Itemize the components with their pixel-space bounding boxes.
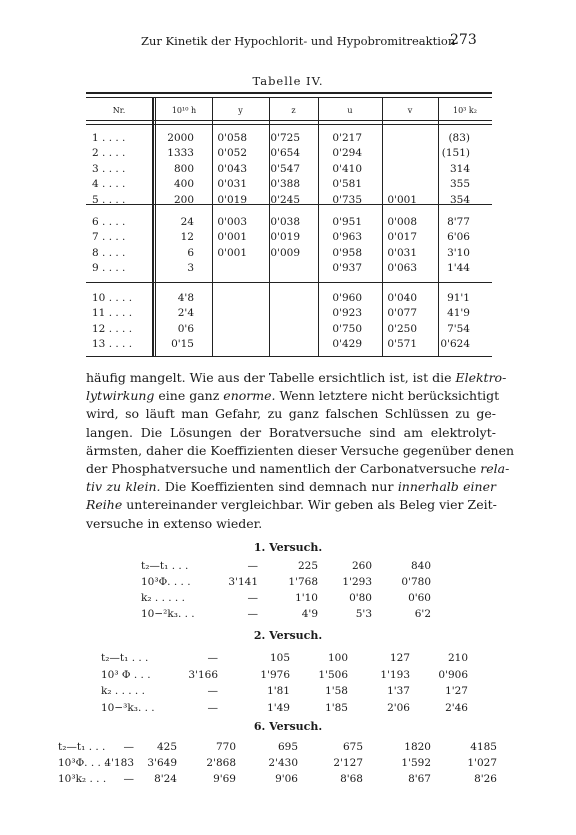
table-header-rule-thin bbox=[86, 124, 492, 125]
experiment-row-label: t₂—t₁ . . . bbox=[141, 560, 189, 572]
table-cell: 6'06 bbox=[447, 231, 470, 244]
row-number: 5 . . . . bbox=[92, 193, 126, 206]
column-header: Nr. bbox=[112, 106, 126, 115]
table-cell: 0'960 bbox=[332, 292, 362, 304]
text-run: Wenn letztere nicht berücksichtigt bbox=[275, 388, 500, 404]
experiment-row-label: k₂ . . . . . bbox=[101, 685, 145, 697]
table-cell: 0'019 bbox=[270, 231, 300, 244]
text-run: untereinander vergleichbar. Wir geben als Beleg vier Zeit- bbox=[122, 497, 497, 513]
text-run: versuche in extenso wieder. bbox=[86, 515, 263, 531]
table-cell: 12 bbox=[180, 231, 194, 244]
experiment-row-label: 10−²k₃. . . bbox=[141, 608, 195, 620]
experiment-value: 1'768 bbox=[288, 576, 318, 588]
column-header: z bbox=[291, 106, 296, 115]
experiment-value: 1'976 bbox=[260, 668, 290, 681]
experiment-value: 4185 bbox=[470, 741, 497, 753]
experiment-row-label: 10³Φ. . . . bbox=[58, 757, 108, 769]
experiment-value: 5'3 bbox=[355, 608, 372, 620]
experiment-value: 3'166 bbox=[188, 668, 218, 681]
table-cell: 0'009 bbox=[270, 246, 300, 259]
experiment-value: 4'9 bbox=[301, 608, 318, 620]
experiment-value: 695 bbox=[277, 741, 298, 753]
table-cell: 0'001 bbox=[217, 231, 247, 244]
experiment-value: 0'780 bbox=[401, 576, 431, 588]
table-cell: 0'038 bbox=[270, 216, 300, 228]
experiment-value: 105 bbox=[269, 652, 290, 664]
table-cell: 0'388 bbox=[270, 178, 300, 191]
experiment-value: 225 bbox=[297, 560, 318, 572]
table-cell: 1'44 bbox=[447, 262, 470, 275]
experiment-value: 0'80 bbox=[349, 592, 372, 604]
table-cell: 0'043 bbox=[217, 162, 247, 175]
column-rule bbox=[438, 98, 439, 356]
experiment-row-label: 10³ Φ . . . bbox=[101, 668, 151, 681]
column-header: 10³ k₂ bbox=[453, 106, 477, 115]
experiment-row-label: 10³Φ. . . . bbox=[141, 576, 191, 588]
emphasis-text: Reihe bbox=[86, 497, 123, 513]
column-header: y bbox=[238, 106, 243, 115]
experiment-value: 3'141 bbox=[228, 576, 258, 588]
table-top-rule-thin bbox=[86, 97, 492, 98]
row-number: 12 . . . . bbox=[92, 322, 133, 335]
experiment-value: 1'49 bbox=[267, 701, 290, 714]
emphasis-text: lytwirkung bbox=[86, 388, 155, 404]
table-cell: 0'15 bbox=[171, 338, 194, 351]
table-cell: 24 bbox=[180, 216, 194, 228]
table-cell: 2'4 bbox=[177, 307, 194, 320]
table-cell: 91'1 bbox=[447, 292, 470, 304]
table-cell: (151) bbox=[441, 147, 470, 160]
emphasis-text: enorme. bbox=[223, 388, 276, 404]
paragraph-line bbox=[86, 478, 496, 496]
experiment-value: 100 bbox=[327, 652, 348, 664]
experiment-value: 127 bbox=[389, 652, 410, 664]
row-number: 7 . . . . bbox=[92, 231, 126, 244]
row-number: 10 . . . . bbox=[92, 292, 133, 304]
experiment-value: — bbox=[247, 560, 258, 572]
page-number: 273 bbox=[450, 32, 477, 48]
experiment-value: 2'430 bbox=[268, 757, 298, 769]
table-cell: 0'040 bbox=[387, 292, 417, 304]
experiment-row-label: k₂ . . . . . bbox=[141, 592, 185, 604]
table-cell: 400 bbox=[173, 178, 194, 191]
table-bottom-rule bbox=[86, 356, 492, 357]
column-rule bbox=[212, 98, 213, 356]
table-cell: 0'735 bbox=[332, 193, 362, 206]
table-cell: 0'017 bbox=[387, 231, 417, 244]
table-cell: 0'003 bbox=[217, 216, 247, 228]
table-cell: 8'77 bbox=[447, 216, 470, 228]
experiment-title: 1. Versuch. bbox=[253, 541, 323, 554]
column-rule bbox=[155, 98, 156, 356]
experiment-value: 4'183 bbox=[104, 757, 134, 769]
experiment-value: 210 bbox=[447, 652, 468, 664]
table-cell: 0'624 bbox=[440, 338, 470, 351]
table-cell: 0'294 bbox=[332, 147, 362, 160]
experiment-value: 1'27 bbox=[445, 685, 468, 697]
paragraph-line bbox=[86, 369, 507, 387]
table-cell: 0'923 bbox=[332, 307, 362, 320]
table-cell: 0'571 bbox=[387, 338, 417, 351]
table-cell: 0'001 bbox=[217, 246, 247, 259]
column-header: u bbox=[347, 106, 353, 115]
table-top-rule bbox=[86, 92, 492, 94]
experiment-row-label: 10−³k₃. . . bbox=[101, 701, 155, 714]
experiment-value: 1'85 bbox=[325, 701, 348, 714]
data-table bbox=[86, 92, 492, 357]
table-cell: 0'031 bbox=[217, 178, 247, 191]
experiment-value: 1'592 bbox=[401, 757, 431, 769]
body-paragraph bbox=[86, 369, 515, 533]
experiment-value: 1'293 bbox=[342, 576, 372, 588]
experiment-value: 2'06 bbox=[387, 701, 410, 714]
table-cell: 0'031 bbox=[387, 246, 417, 259]
paragraph-line bbox=[86, 496, 496, 514]
experiment-value: — bbox=[207, 701, 218, 714]
column-rule bbox=[152, 98, 154, 356]
running-title: Zur Kinetik der Hypochlorit- und Hypobromitreaktion bbox=[141, 34, 456, 48]
table-cell: 4'8 bbox=[177, 292, 194, 304]
experiment-value: 6'2 bbox=[414, 608, 431, 620]
table-cell: 1333 bbox=[167, 147, 194, 160]
experiment-value: 260 bbox=[351, 560, 372, 572]
table-cell: 0'019 bbox=[217, 193, 247, 206]
text-run: häufig mangelt. Wie aus der Tabelle ersichtlich ist, ist die bbox=[86, 370, 456, 385]
experiment-value: — bbox=[123, 741, 134, 753]
row-number: 13 . . . . bbox=[92, 338, 133, 351]
table-cell: 0'052 bbox=[217, 147, 247, 160]
experiment-value: 1'193 bbox=[380, 668, 410, 681]
paragraph-line bbox=[86, 405, 496, 423]
experiment-value: 425 bbox=[156, 741, 177, 753]
experiment-value: 1'37 bbox=[387, 685, 410, 697]
experiment-value: — bbox=[247, 592, 258, 604]
paragraph-line bbox=[86, 515, 496, 533]
table-cell: 0'008 bbox=[387, 216, 417, 228]
text-run: ärmsten, daher die Koeffizienten dieser Versuche gegenüber denen bbox=[86, 442, 515, 458]
experiment-value: 1'58 bbox=[325, 685, 348, 697]
text-run: der Phosphatversuche und namentlich der Carbonatversuche bbox=[86, 460, 481, 476]
table-cell: 0'058 bbox=[217, 132, 247, 144]
emphasis-text: tiv zu klein. bbox=[86, 479, 161, 495]
experiment-value: 8'67 bbox=[408, 773, 431, 785]
row-number: 8 . . . . bbox=[92, 246, 126, 259]
row-number: 3 . . . . bbox=[92, 162, 126, 175]
group-divider bbox=[86, 282, 492, 283]
row-number: 6 . . . . bbox=[92, 216, 126, 228]
experiment-title: 6. Versuch. bbox=[253, 720, 323, 733]
text-run: langen. Die Lösungen der Boratversuche sind am elektrolyt- bbox=[86, 424, 496, 440]
experiment-value: 1820 bbox=[404, 741, 431, 753]
paragraph-line bbox=[86, 460, 510, 478]
paragraph-line bbox=[86, 387, 500, 405]
row-number: 1 . . . . bbox=[92, 132, 126, 144]
experiment-value: 9'69 bbox=[213, 773, 236, 785]
row-number: 4 . . . . bbox=[92, 178, 126, 191]
table-cell: 3 bbox=[187, 262, 194, 275]
text-run: eine ganz bbox=[154, 388, 224, 404]
text-run: wird, so läuft man Gefahr, zu ganz falschen Schlüssen zu ge- bbox=[86, 406, 496, 422]
column-header: v bbox=[407, 106, 413, 115]
table-cell: 314 bbox=[449, 162, 470, 175]
table-cell: 41'9 bbox=[447, 307, 470, 320]
experiment-value: 2'868 bbox=[206, 757, 236, 769]
table-cell: 0'410 bbox=[332, 162, 362, 175]
row-number: 9 . . . . bbox=[92, 262, 126, 275]
table-cell: 0'429 bbox=[332, 338, 362, 351]
paragraph-line bbox=[86, 424, 496, 442]
table-cell: 200 bbox=[173, 193, 194, 206]
table-cell: 0'217 bbox=[332, 132, 362, 144]
table-cell: 800 bbox=[173, 162, 194, 175]
table-cell: 2000 bbox=[167, 132, 194, 144]
table-cell: 0'951 bbox=[332, 216, 362, 228]
table-cell: 0'654 bbox=[270, 147, 300, 160]
experiment-value: — bbox=[247, 608, 258, 620]
experiment-value: 2'127 bbox=[333, 757, 363, 769]
experiment-value: 770 bbox=[215, 741, 236, 753]
column-rule bbox=[318, 98, 319, 356]
table-cell: 0'250 bbox=[387, 322, 417, 335]
experiment-row-label: 10³k₂ . . . bbox=[58, 773, 107, 785]
column-header: 10¹⁰ h bbox=[171, 106, 197, 115]
table-cell: 6 bbox=[187, 246, 194, 259]
experiment-value: 675 bbox=[342, 741, 363, 753]
table-cell: 0'750 bbox=[332, 322, 362, 335]
table-cell: 0'937 bbox=[332, 262, 362, 275]
table-cell: 0'958 bbox=[332, 246, 362, 259]
experiment-value: 3'649 bbox=[147, 757, 177, 769]
table-cell: 0'547 bbox=[270, 162, 300, 175]
table-cell: 0'581 bbox=[332, 178, 362, 191]
emphasis-text: rela- bbox=[480, 460, 510, 476]
row-number: 2 . . . . bbox=[92, 147, 126, 160]
experiment-value: 0'906 bbox=[438, 668, 468, 681]
table-cell: 0'963 bbox=[332, 231, 362, 244]
experiment-value: 1'506 bbox=[318, 668, 348, 681]
experiment-value: 1'10 bbox=[295, 592, 318, 604]
table-cell: 7'54 bbox=[447, 322, 470, 335]
experiment-value: 2'46 bbox=[445, 701, 468, 714]
paragraph-line bbox=[86, 442, 515, 460]
experiment-title: 2. Versuch. bbox=[253, 629, 323, 642]
table-cell: 355 bbox=[449, 178, 470, 191]
table-cell: (83) bbox=[448, 132, 470, 144]
experiment-value: — bbox=[207, 685, 218, 697]
text-run: Die Koeffizienten sind demnach nur bbox=[160, 479, 398, 495]
experiment-value: — bbox=[207, 652, 218, 664]
experiment-value: 0'60 bbox=[408, 592, 431, 604]
table-cell: 354 bbox=[449, 193, 470, 206]
table-cell: 0'001 bbox=[387, 193, 417, 206]
column-rule bbox=[382, 98, 383, 356]
experiment-value: 1'027 bbox=[467, 757, 497, 769]
experiment-row-label: t₂—t₁ . . . bbox=[101, 652, 149, 664]
table-cell: 0'725 bbox=[270, 132, 300, 144]
experiment-value: 9'06 bbox=[275, 773, 298, 785]
table-cell: 0'077 bbox=[387, 307, 417, 320]
row-number: 11 . . . . bbox=[92, 307, 133, 320]
table-cell: 0'6 bbox=[177, 322, 194, 335]
experiment-value: 8'26 bbox=[474, 773, 497, 785]
experiment-value: 1'81 bbox=[267, 685, 290, 697]
table-caption: Tabelle IV. bbox=[252, 74, 324, 88]
table-cell: 3'10 bbox=[447, 246, 470, 259]
table-cell: 0'063 bbox=[387, 262, 417, 275]
emphasis-text: Elektro- bbox=[455, 370, 507, 385]
table-cell: 0'245 bbox=[270, 193, 300, 206]
emphasis-text: innerhalb einer bbox=[397, 479, 496, 495]
experiment-row-label: t₂—t₁ . . . bbox=[58, 741, 106, 753]
table-header-rule bbox=[86, 120, 492, 121]
experiment-value: 8'24 bbox=[154, 773, 177, 785]
experiment-value: 8'68 bbox=[340, 773, 363, 785]
experiment-value: — bbox=[123, 773, 134, 785]
experiment-value: 840 bbox=[410, 560, 431, 572]
